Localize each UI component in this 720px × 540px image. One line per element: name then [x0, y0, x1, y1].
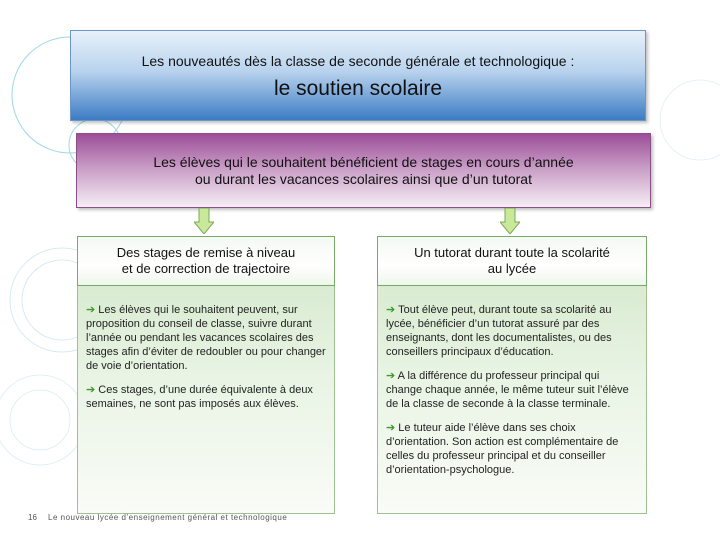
tutorat-heading	[377, 236, 647, 286]
footer-text: Le nouveau lycée d’enseignement général et technologique	[48, 513, 288, 522]
stages-paragraph-1: ➔ Les élèves qui le souhaitent peuvent, sur proposition du conseil de classe, suivre durant l’année ou pendant les vacances scolaires des stages afin d’éviter de redoubler ou pour changer de voie d’orientation.	[86, 304, 326, 372]
right-arrow-icon: ➔	[386, 422, 396, 434]
intro-line-1: Les élèves qui le souhaitent bénéficient de stages en cours d’année	[153, 153, 574, 170]
tutorat-body	[377, 286, 647, 514]
stages-heading-line-1: Des stages de remise à niveau	[116, 245, 296, 260]
intro-line-2: ou durant les vacances scolaires ainsi que d’un tutorat	[195, 170, 532, 187]
tutorat-heading-line-1: Un tutorat durant toute la scolarité	[414, 245, 610, 260]
right-arrow-icon: ➔	[386, 304, 396, 316]
stages-body	[77, 286, 335, 514]
title-banner	[70, 30, 646, 121]
tutorat-paragraph-2: ➔ A la différence du professeur principal qui change chaque année, le même tuteur suit l’élève de la classe de seconde à la classe terminale.	[386, 370, 629, 410]
tutorat-heading-line-2: au lycée	[487, 261, 537, 276]
stages-heading-line-2: et de correction de trajectoire	[121, 261, 291, 276]
right-arrow-icon: ➔	[86, 304, 96, 316]
title-line-2: le soutien scolaire	[273, 77, 443, 100]
right-arrow-icon: ➔	[386, 370, 396, 382]
stages-heading	[77, 236, 335, 286]
page-number: 16	[28, 513, 37, 522]
intro-box	[76, 133, 651, 208]
title-line-1: Les nouveautés dès la classe de seconde générale et technologique :	[141, 53, 575, 69]
tutorat-paragraph-3: ➔ Le tuteur aide l’élève dans ses choix d’orientation. Son action est complémentaire de celles du professeur principal et du conseiller d’orientation-psychologue.	[386, 422, 619, 476]
right-arrow-icon: ➔	[86, 384, 96, 396]
down-arrow-icon	[500, 208, 520, 234]
tutorat-paragraph-1: ➔ Tout élève peut, durant toute sa scolarité au lycée, bénéficier d’un tutorat assuré par des enseignants, dont les documentalistes, ou des conseillers principaux d’éducation.	[386, 304, 612, 358]
stages-paragraph-2: ➔ Ces stages, d’une durée équivalente à deux semaines, ne sont pas imposés aux élèves.	[86, 384, 313, 410]
down-arrow-icon	[194, 208, 214, 234]
